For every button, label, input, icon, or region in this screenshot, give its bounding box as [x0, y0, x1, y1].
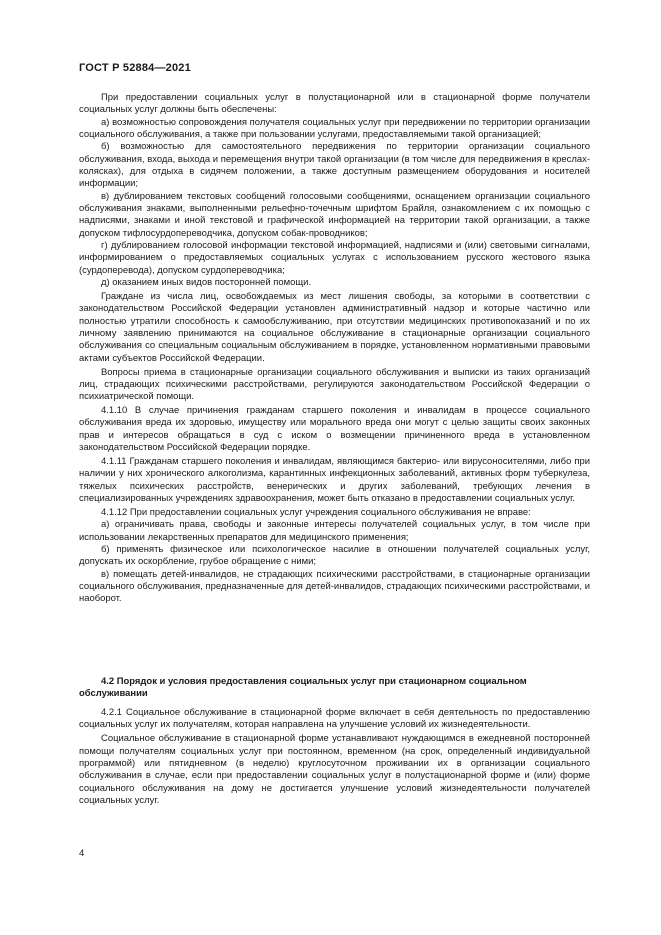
list-item-v: в) дублированием текстовых сообщений голосовыми сообщениями, оснащением организации социального обслуживания знаками, выполненными рельефно-точечным шрифтом Брайля, ознакомлением с их помощью с надписями, знаками и иной текстовой и графической информацией на территории такой организации, а также допуском тифлосурдопереводчика, допуском собак-проводников;: [79, 190, 590, 239]
page-number: 4: [79, 848, 85, 859]
section-text: [79, 707, 590, 807]
clause-4-1-12: 4.1.12 При предоставлении социальных услуг учреждения социального обслуживания не вправе:: [101, 506, 531, 518]
list-item-v: в) помещать детей-инвалидов, не страдающих психическими расстройствами, в стационарные организации социального обслуживания, предназначенные для детей-инвалидов, страдающих психическими расстройствами, и наоборот.: [79, 568, 590, 605]
list-item-b: б) применять физическое или психологическое насилие в отношении получателей социальных услуг, допускать их оскорбление, грубое обращение с ними;: [79, 543, 590, 568]
clause-4-1-10: 4.1.10 В случае причинения гражданам старшего поколения и инвалидам в процессе социального обслуживания вреда их здоровью, имуществу или морального вреда они могут с целью защиты своих законных прав и интересов обращаться в суд с иском о возмещении причиненного вреда в установленном законодательством Российской Федерации порядке.: [79, 405, 590, 454]
list-item-a: а) ограничивать права, свободы и законные интересы получателей социальных услуг, в том числе при использовании лекарственных препаратов для медицинского применения;: [79, 519, 590, 543]
paragraph: При предоставлении социальных услуг в полустационарной или в стационарной форме получатели социальных услуг должны быть обеспечены:: [79, 92, 590, 116]
section-heading-4-2: 4.2 Порядок и условия предоставления социальных услуг при стационарном социальном обслуживании: [79, 676, 527, 700]
paragraph: Граждане из числа лиц, освобождаемых из мест лишения свободы, за которыми в соответствии с законодательством Российской Федерации установлен административный надзор и которые частично или полностью утратили способность к самообслуживанию, при отсутствии медицинских противопоказаний и по их личному заявлению принимаются на социальное обслуживание в стационарные организации социального обслуживания со специальным социальным обслуживанием в порядке, установленном нормативными правовыми актами субъектов Российской Федерации.: [79, 291, 590, 364]
standard-code-header: ГОСТ Р 52884—2021: [79, 62, 191, 74]
clause-4-1-11: 4.1.11 Гражданам старшего поколения и инвалидам, являющимся бактерио- или вирусоносителями, либо при наличии у них хронического алкоголизма, карантинных инфекционных заболеваний, активных форм туберкулеза, тяжелых психических расстройств, венерических и других заболеваний, требующих лечения в специализированных учреждениях здравоохранения, может быть отказано в предоставлении социальных услуг.: [79, 455, 590, 504]
list-item-d: д) оказанием иных видов посторонней помощи.: [101, 277, 312, 289]
list-item-b: б) возможностью для самостоятельного передвижения по территории организации социального обслуживания, входа, выхода и перемещения внутри такой организации (в том числе для передвижения в креслах-колясках), для отдыха в сидячем положении, а также доступным размещением оборудования и носителей информации;: [79, 141, 590, 190]
paragraph: Социальное обслуживание в стационарной форме устанавливают нуждающимся в ежедневной посторонней помощи получателям социальных услуг при постоянном, временном (на срок, определенный индивидуальной программой) или пятидневном (в неделю) круглосуточном проживании их в организации социального обслуживания в случае, если при предоставлении социальных услуг в полустационарной форме и (или) форме социального обслуживания на дому не достигается улучшение условий жизнедеятельности получателей социальных услуг.: [79, 733, 590, 806]
clause-4-2-1: 4.2.1 Социальное обслуживание в стационарной форме включает в себя деятельность по предоставлению социальных услуг их получателям, которая направлена на улучшение условий их жизнедеятельности.: [79, 707, 590, 731]
list-item-a: а) возможностью сопровождения получателя социальных услуг при передвижении по территории организации социального обслуживания, а также при пользовании услугами, предоставляемыми такой организацией;: [79, 116, 590, 141]
paragraph: Вопросы приема в стационарные организации социального обслуживания и выписки из таких организаций лиц, страдающих психическими расстройствами, регулируются законодательством Российской Федерации о психиатрической помощи.: [79, 366, 590, 403]
list-item-g: г) дублированием голосовой информации текстовой информацией, надписями и (или) световыми сигналами, информированием о предоставляемых социальных услугах с использованием русского жестового языка (сурдоперевода), допуском сурдопереводчика;: [79, 240, 590, 276]
main-text: [79, 92, 590, 606]
